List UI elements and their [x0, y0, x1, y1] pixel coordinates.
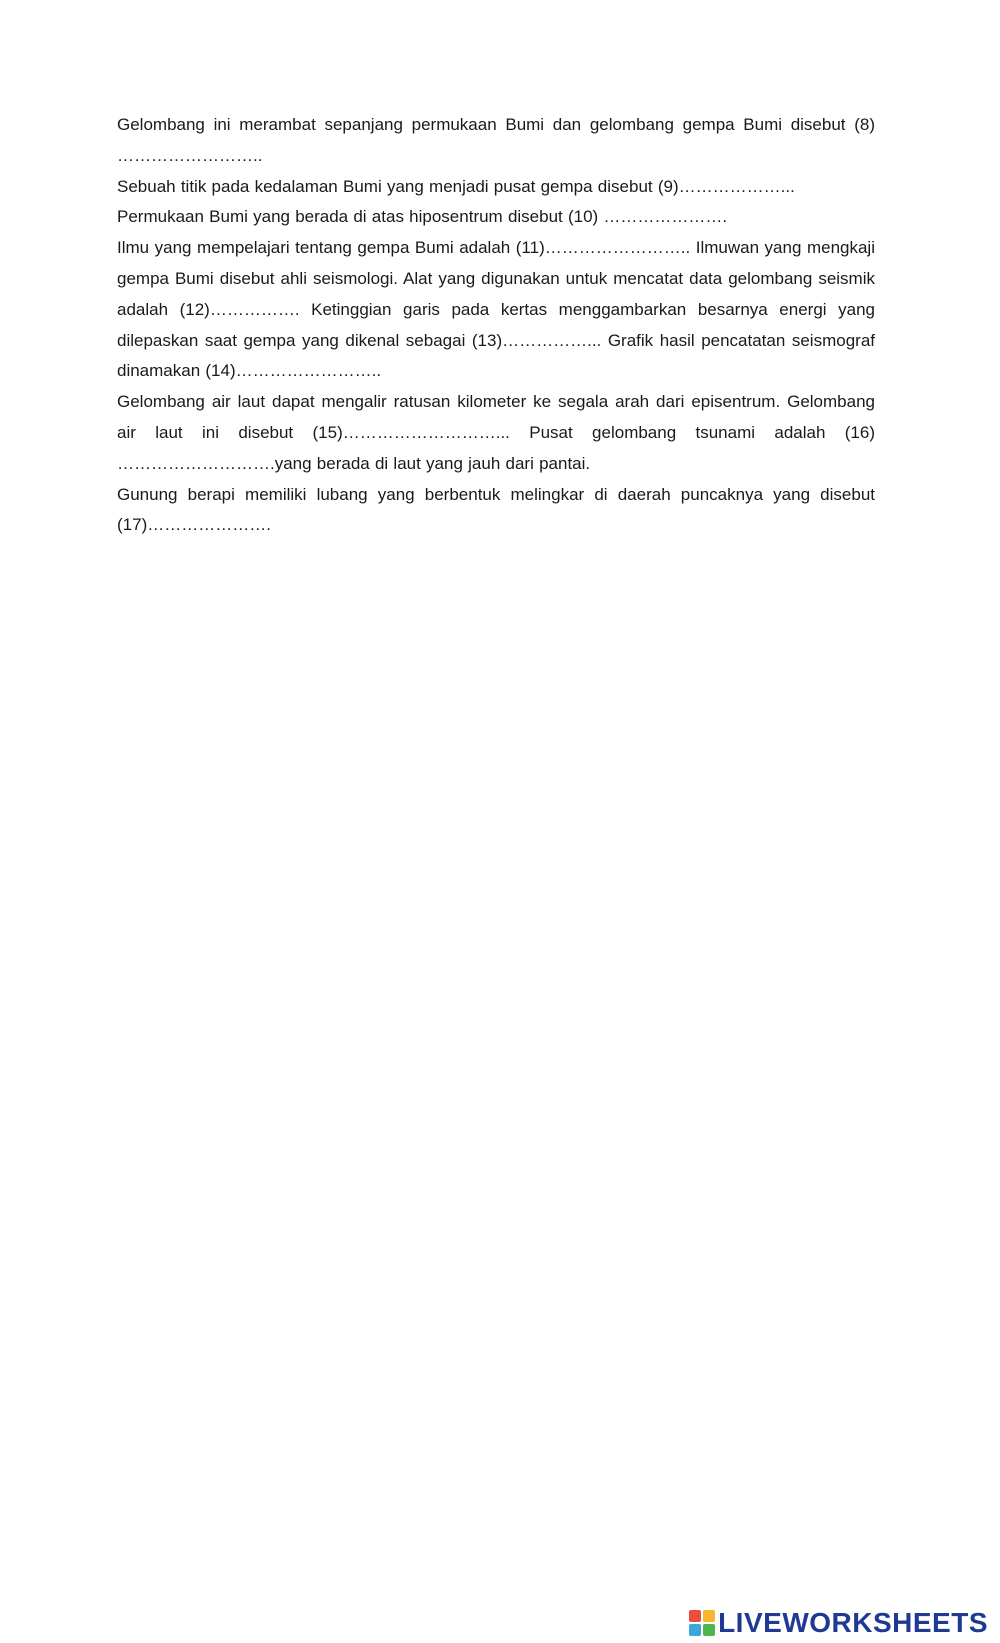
paragraph-tsunami: Gelombang air laut dapat mengalir ratusan kilometer ke segala arah dari episentrum. Gelombang air laut ini disebut (15)………………………... Pusat gelombang tsunami adalah (16) ……………………….yang berada di laut yang jauh dari pantai. — [117, 392, 875, 473]
paragraph-epicenter: Permukaan Bumi yang berada di atas hiposentrum disebut (10) …………………. — [117, 207, 728, 227]
logo-text: LIVEWORKSHEETS — [718, 1607, 988, 1638]
paragraph-surface-waves: Gelombang ini merambat sepanjang permukaan Bumi dan gelombang gempa Bumi disebut (8) …………………….. — [117, 115, 875, 165]
paragraph-seismology: Ilmu yang mempelajari tentang gempa Bumi adalah (11)…………………….. Ilmuwan yang mengkaji gempa Bumi disebut ahli seismologi. Alat yang digunakan untuk mencatat data gelombang seismik adalah (12)……………. Ketinggian garis pada kertas menggambarkan besarnya energi yang dilepaskan saat gempa yang dikenal sebagai (13)……………... Grafik hasil pencatatan seismograf dinamakan (14)…………………….. — [117, 238, 875, 381]
paragraph-hypocenter: Sebuah titik pada kedalaman Bumi yang menjadi pusat gempa disebut (9)………………... — [117, 176, 795, 196]
worksheet-text-body — [117, 110, 875, 541]
liveworksheets-logo — [689, 1603, 988, 1643]
liveworksheets-logo-icon — [689, 1610, 715, 1636]
paragraph-volcano-crater: Gunung berapi memiliki lubang yang berbentuk melingkar di daerah puncaknya yang disebut (17)…………………. — [117, 484, 875, 535]
